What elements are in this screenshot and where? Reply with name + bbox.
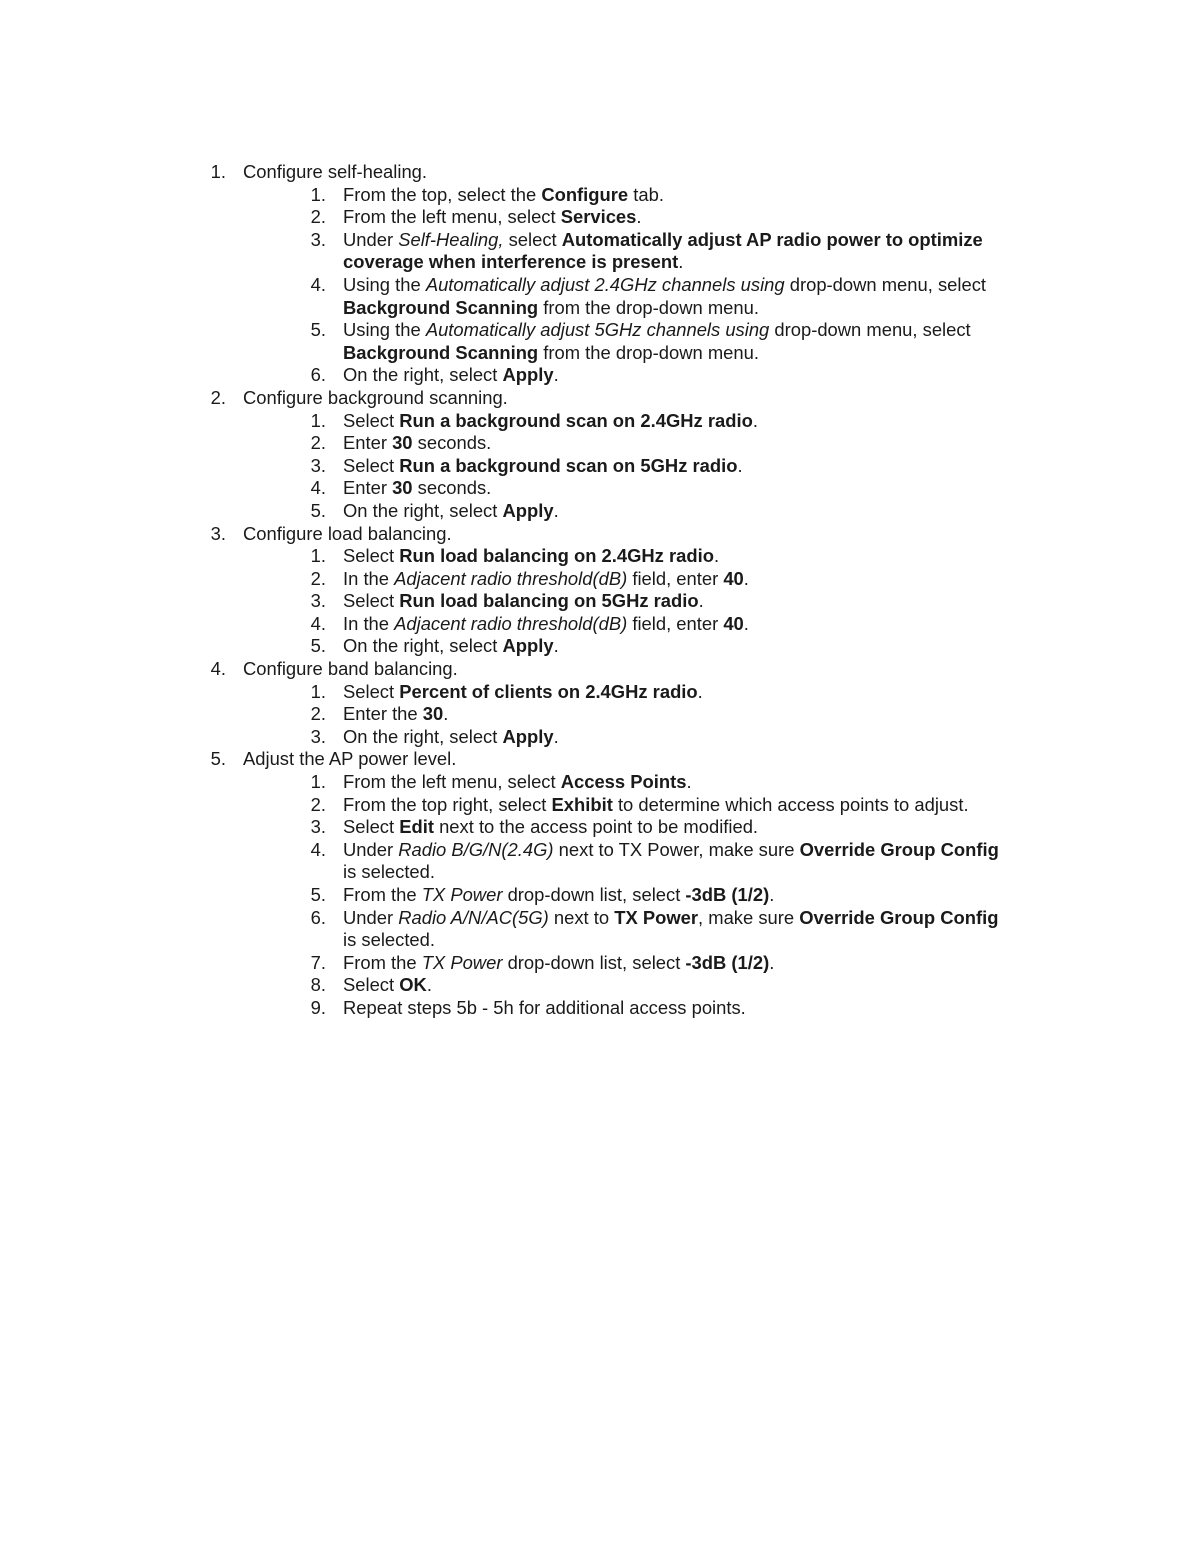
substep-line <box>0 410 1200 433</box>
substep-text <box>343 974 432 997</box>
substep-line <box>0 500 1200 523</box>
bold-text: Access Points <box>560 771 687 793</box>
substep-line <box>0 274 1200 297</box>
italic-text: Automatically adjust 5GHz channels using <box>425 319 770 341</box>
italic-text: Self-Healing, <box>398 228 504 250</box>
bold-text: TX Power <box>614 906 699 928</box>
text-run: Enter <box>343 477 393 499</box>
bold-text: 40 <box>723 567 744 589</box>
substep-line <box>0 364 1200 387</box>
bold-text: Override Group Config <box>799 838 999 860</box>
substep-text <box>343 274 986 297</box>
text-run: . <box>697 680 703 702</box>
substep-number: 9. <box>310 996 326 1018</box>
bold-text: -3dB (1/2) <box>685 884 770 905</box>
bold-text: Apply <box>502 635 554 657</box>
step-number: 2. <box>210 386 226 408</box>
text-run: Select <box>343 590 400 612</box>
bold-text: Services <box>560 206 637 228</box>
substep-line <box>0 590 1200 613</box>
text-run: . <box>713 545 720 567</box>
substep-line <box>0 974 1200 997</box>
substep-line <box>0 432 1200 455</box>
substep-line <box>0 613 1200 636</box>
bold-text: coverage when interference is present <box>343 251 679 273</box>
substep-number: 3. <box>310 454 326 476</box>
substep-number: 2. <box>310 567 326 589</box>
bold-text: Run load balancing on 5GHz radio <box>399 590 699 612</box>
bold-text: 40 <box>723 612 744 634</box>
text-run: . <box>553 364 559 386</box>
substep-line <box>0 839 1200 862</box>
substep-text <box>343 884 774 907</box>
substep-line <box>0 861 1200 884</box>
substep-text <box>343 703 448 726</box>
text-run: . <box>426 974 432 996</box>
substep-number: 3. <box>310 816 326 838</box>
substep-line <box>0 206 1200 229</box>
substep-number: 2. <box>310 432 326 454</box>
substep-text <box>343 251 683 274</box>
substep-line <box>0 319 1200 342</box>
text-run: Using the <box>343 319 426 341</box>
text-run: From the top, select the <box>343 183 542 205</box>
bold-text: Run load balancing on 2.4GHz radio <box>399 545 714 567</box>
text-run: . <box>686 771 692 793</box>
substep-line <box>0 545 1200 568</box>
bold-text: Automatically adjust AP radio power to optimize <box>561 228 983 250</box>
substep-line <box>0 929 1200 952</box>
text-run: drop-down list, select <box>502 884 686 905</box>
bold-text: Edit <box>399 816 434 838</box>
bold-text: Run a background scan on 5GHz radio <box>399 454 738 476</box>
substep-text <box>343 206 642 229</box>
substep-number: 7. <box>310 951 326 973</box>
italic-text: TX Power <box>421 884 503 905</box>
text-run: select <box>503 228 562 250</box>
substep-line <box>0 907 1200 930</box>
text-run: Under <box>343 906 399 928</box>
substep-text <box>343 952 774 975</box>
text-run: is selected. <box>343 861 435 883</box>
text-run: next to <box>548 906 615 928</box>
substep-line <box>0 297 1200 320</box>
substep-line <box>0 477 1200 500</box>
bold-text: Configure <box>541 183 629 205</box>
text-run: . <box>743 612 749 634</box>
step-line <box>0 523 1200 546</box>
text-run: field, enter <box>627 567 724 589</box>
substep-line <box>0 455 1200 478</box>
substep-line <box>0 229 1200 252</box>
substep-text <box>343 500 559 523</box>
bold-text: OK <box>399 974 427 996</box>
italic-text: Radio B/G/N(2.4G) <box>398 838 554 860</box>
text-run: Adjust the AP power level. <box>243 748 457 770</box>
substep-number: 1. <box>310 183 326 205</box>
text-run: Repeat steps 5b - 5h for additional access points. <box>343 996 746 1018</box>
substep-number: 5. <box>310 635 326 657</box>
substep-text <box>343 477 491 500</box>
substep-line <box>0 184 1200 207</box>
bold-text: Override Group Config <box>799 906 999 928</box>
step-line <box>0 748 1200 771</box>
text-run: tab. <box>628 183 664 205</box>
substep-line <box>0 681 1200 704</box>
text-run: field, enter <box>627 612 724 634</box>
text-run: . <box>636 206 642 228</box>
text-run: Under <box>343 838 399 860</box>
text-run: Select <box>343 680 400 702</box>
substep-text <box>343 929 435 952</box>
substep-text <box>343 455 743 478</box>
text-run: Select <box>343 409 400 431</box>
text-run: . <box>698 590 704 612</box>
step-number: 4. <box>210 658 226 680</box>
substep-text <box>343 184 664 207</box>
substep-number: 5. <box>310 884 326 905</box>
text-run: Under <box>343 228 399 250</box>
substep-number: 1. <box>310 680 326 702</box>
text-run: From the left menu, select <box>343 206 561 228</box>
text-run: from the drop-down menu. <box>538 296 759 318</box>
text-run: . <box>737 454 743 476</box>
substep-number: 5. <box>310 319 326 341</box>
substep-number: 3. <box>310 228 326 250</box>
step-text <box>243 387 508 410</box>
substep-text <box>343 726 559 749</box>
text-run: Select <box>343 974 400 996</box>
substep-line <box>0 251 1200 274</box>
substep-text <box>343 681 703 704</box>
text-run: Configure band balancing. <box>243 658 458 680</box>
bold-text: -3dB (1/2) <box>685 951 770 973</box>
step-line <box>0 658 1200 681</box>
bold-text: 30 <box>392 432 413 454</box>
text-run: On the right, select <box>343 635 503 657</box>
substep-text <box>343 635 559 658</box>
text-run: . <box>769 951 775 973</box>
substep-number: 4. <box>310 477 326 499</box>
substep-number: 2. <box>310 703 326 725</box>
substep-number: 2. <box>310 206 326 228</box>
text-run: . <box>678 251 684 273</box>
text-run: drop-down list, select <box>502 951 686 973</box>
text-run: Configure self-healing. <box>243 161 428 182</box>
text-run: . <box>769 884 775 905</box>
text-run: On the right, select <box>343 499 503 521</box>
text-run: From the <box>343 951 422 973</box>
text-run: . <box>553 499 559 521</box>
substep-text <box>343 613 749 636</box>
substep-line <box>0 816 1200 839</box>
text-run: On the right, select <box>343 725 503 747</box>
text-run: seconds. <box>412 477 492 499</box>
substep-line <box>0 997 1200 1020</box>
bold-text: Apply <box>502 499 554 521</box>
text-run: from the drop-down menu. <box>538 341 759 363</box>
bold-text: Apply <box>502 725 554 747</box>
substep-text <box>343 590 704 613</box>
substep-line <box>0 952 1200 975</box>
step-number: 1. <box>210 161 226 182</box>
text-run: Using the <box>343 273 426 295</box>
substep-number: 5. <box>310 499 326 521</box>
italic-text: Radio A/N/AC(5G) <box>398 906 549 928</box>
step-text <box>243 658 458 681</box>
bold-text: Percent of clients on 2.4GHz radio <box>399 680 698 702</box>
italic-text: Automatically adjust 2.4GHz channels using <box>425 273 785 295</box>
substep-text <box>343 297 759 320</box>
substep-text <box>343 545 719 568</box>
substep-number: 3. <box>310 590 326 612</box>
substep-number: 4. <box>310 838 326 860</box>
text-run: Select <box>343 816 400 838</box>
substep-text <box>343 432 491 455</box>
text-run: From the <box>343 884 422 905</box>
bold-text: Exhibit <box>551 793 613 815</box>
step-text <box>243 748 456 771</box>
text-run: drop-down menu, select <box>769 319 971 341</box>
text-run: . <box>752 409 758 431</box>
text-run: From the left menu, select <box>343 771 561 793</box>
text-run: . <box>743 567 749 589</box>
substep-text <box>343 342 759 365</box>
bold-text: 30 <box>422 703 444 725</box>
substep-line <box>0 771 1200 794</box>
substep-number: 1. <box>310 545 326 567</box>
step-text <box>243 161 427 184</box>
italic-text: TX Power <box>421 951 503 973</box>
text-run: Select <box>343 454 400 476</box>
step-line <box>0 387 1200 410</box>
substep-number: 6. <box>310 906 326 928</box>
italic-text: Adjacent radio threshold(dB) <box>394 612 628 634</box>
text-run: . <box>443 703 449 725</box>
substep-text <box>343 997 746 1020</box>
substep-text <box>343 364 559 387</box>
substep-text <box>343 816 758 839</box>
step-line <box>0 161 1200 184</box>
substep-text <box>343 568 749 591</box>
substep-number: 6. <box>310 364 326 386</box>
text-run: In the <box>343 567 395 589</box>
substep-number: 2. <box>310 793 326 815</box>
italic-text: Adjacent radio threshold(dB) <box>394 567 628 589</box>
bold-text: Run a background scan on 2.4GHz radio <box>399 409 753 431</box>
text-run: On the right, select <box>343 364 503 386</box>
step-number: 5. <box>210 748 226 770</box>
substep-text <box>343 771 692 794</box>
text-run: next to TX Power, make sure <box>553 838 800 860</box>
substep-number: 4. <box>310 273 326 295</box>
text-run: Enter <box>343 432 393 454</box>
text-run: to determine which access points to adjust. <box>612 793 969 815</box>
step-text <box>243 523 452 546</box>
text-run: Configure background scanning. <box>243 386 508 408</box>
substep-text <box>343 410 758 433</box>
text-run: drop-down menu, select <box>784 273 987 295</box>
instruction-list <box>0 161 1200 1020</box>
substep-text <box>343 229 983 252</box>
bold-text: Background Scanning <box>343 296 539 318</box>
substep-line <box>0 342 1200 365</box>
substep-line <box>0 635 1200 658</box>
substep-number: 8. <box>310 974 326 996</box>
text-run: In the <box>343 612 395 634</box>
substep-number: 1. <box>310 771 326 793</box>
substep-text <box>343 319 971 342</box>
bold-text: 30 <box>392 477 413 499</box>
text-run: , make sure <box>698 906 800 928</box>
substep-line <box>0 568 1200 591</box>
substep-text <box>343 907 998 930</box>
substep-line <box>0 703 1200 726</box>
substep-text <box>343 861 435 884</box>
bold-text: Apply <box>502 364 554 386</box>
substep-line <box>0 794 1200 817</box>
substep-text <box>343 839 999 862</box>
substep-number: 4. <box>310 612 326 634</box>
substep-line <box>0 884 1200 907</box>
text-run: From the top right, select <box>343 793 552 815</box>
text-run: Configure load balancing. <box>243 522 452 544</box>
text-run: . <box>553 725 559 747</box>
text-run: is selected. <box>343 929 435 951</box>
substep-text <box>343 794 969 817</box>
bold-text: Background Scanning <box>343 341 539 363</box>
substep-number: 3. <box>310 725 326 747</box>
step-number: 3. <box>210 522 226 544</box>
text-run: Enter the <box>343 703 423 725</box>
text-run: seconds. <box>412 432 492 454</box>
substep-line <box>0 726 1200 749</box>
text-run: . <box>553 635 559 657</box>
substep-number: 1. <box>310 409 326 431</box>
text-run: Select <box>343 545 400 567</box>
text-run: next to the access point to be modified. <box>433 816 759 838</box>
